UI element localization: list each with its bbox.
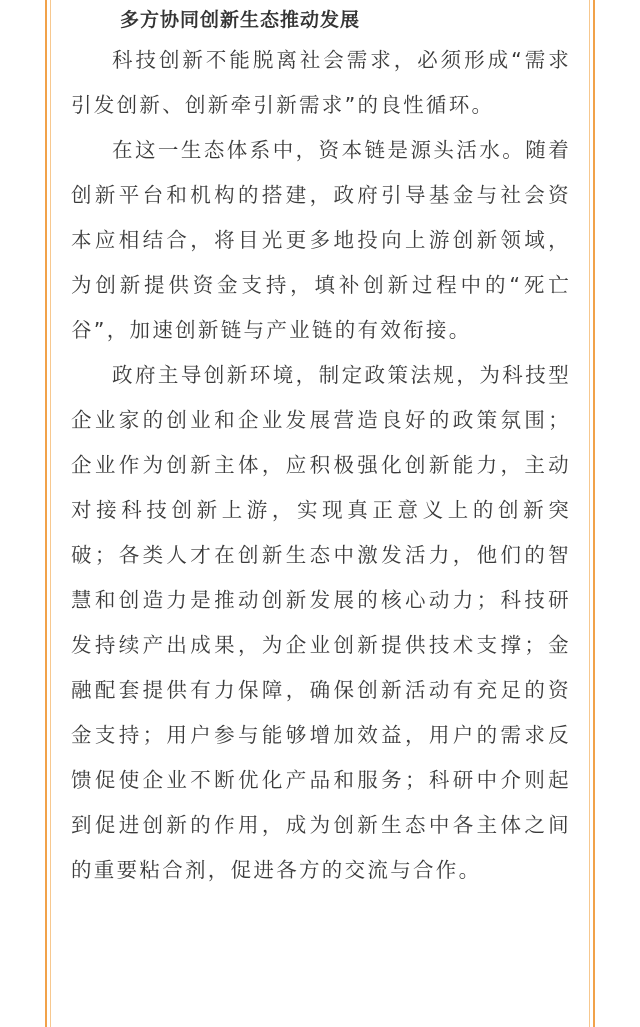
- paragraph-1: 科技创新不能脱离社会需求，必须形成“需求引发创新、创新牵引新需求”的良性循环。: [71, 48, 571, 117]
- frame-border-right-inner: [589, 0, 590, 1027]
- frame-border-right: [593, 0, 595, 1027]
- paragraph-2: 在这一生态体系中，资本链是源头活水。随着创新平台和机构的搭建，政府引导基金与社会资本应相结合，将目光更多地投向上游创新领域，为创新提供资金支持，填补创新过程中的“死亡谷”，加速创新链与产业链的有效衔接。: [71, 138, 571, 342]
- frame-border-left: [45, 0, 47, 1027]
- paragraph-3: 政府主导创新环境，制定政策法规，为科技型企业家的创业和企业发展营造良好的政策氛围；企业作为创新主体，应积极强化创新能力，主动对接科技创新上游，实现真正意义上的创新突破；各类人才在创新生态中激发活力，他们的智慧和创造力是推动创新发展的核心动力；科技研发持续产出成果，为企业创新提供技术支撑；金融配套提供有力保障，确保创新活动有充足的资金支持；用户参与能够增加效益，用户的需求反馈促使企业不断优化产品和服务；科研中介则起到促进创新的作用，成为创新生态中各主体之间的重要粘合剂，促进各方的交流与合作。: [71, 363, 571, 882]
- frame-border-left-inner: [50, 0, 51, 1027]
- section-heading: 多方协同创新生态推动发展: [120, 9, 361, 31]
- article-content: [71, 2, 571, 893]
